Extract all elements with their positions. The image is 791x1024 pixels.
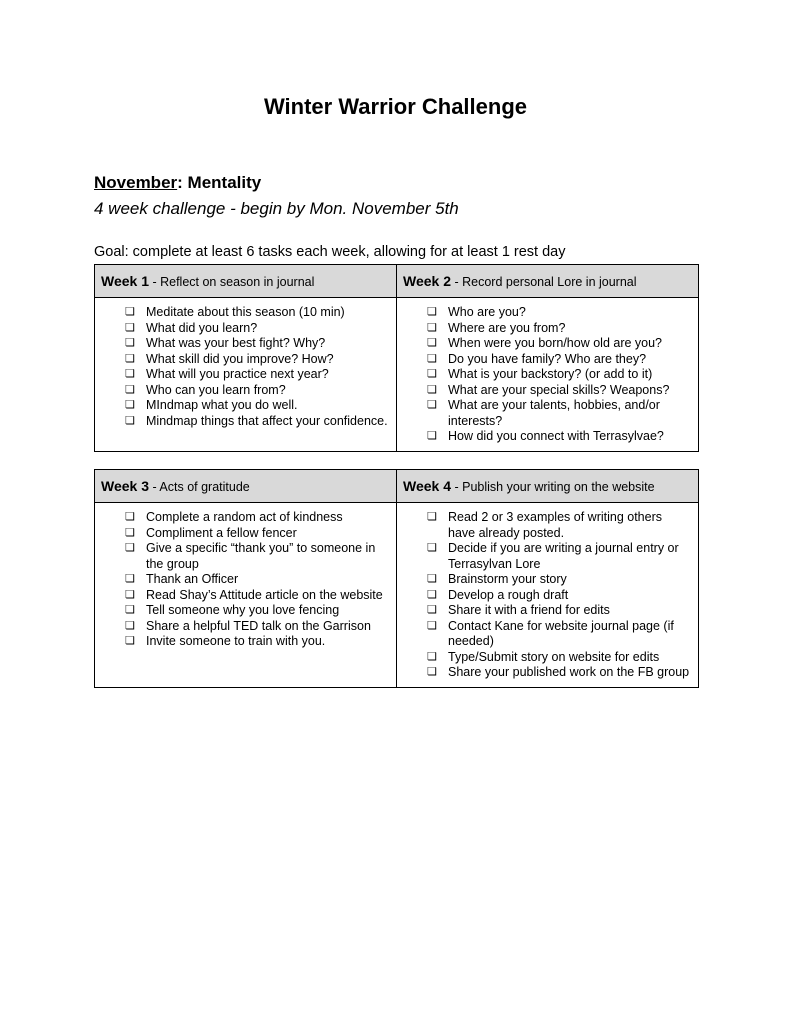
task-item: [125, 510, 388, 526]
weeks-table-top: [94, 264, 699, 452]
checkbox-icon[interactable]: ❏: [427, 619, 437, 632]
task-text: What are your special skills? Weapons?: [448, 382, 670, 397]
checkbox-icon[interactable]: ❏: [427, 650, 437, 663]
task-item: [427, 650, 690, 666]
task-item: [125, 414, 388, 430]
task-text: What will you practice next year?: [146, 367, 329, 381]
task-item: [427, 352, 690, 368]
task-text: When were you born/how old are you?: [448, 336, 663, 350]
week-header: [397, 470, 699, 503]
checkbox-icon[interactable]: ❏: [125, 511, 135, 523]
task-text: How did you connect with Terrasylvae?: [448, 429, 664, 443]
checkbox-icon[interactable]: ❏: [427, 430, 437, 442]
challenge-subtitle: 4 week challenge - begin by Mon. November 5th: [94, 199, 459, 218]
task-text: Where are you from?: [448, 320, 566, 335]
checkbox-icon[interactable]: ❏: [427, 573, 437, 585]
task-text: Mindmap things that affect your confidence.: [146, 413, 388, 428]
task-text: Decide if you are writing a journal entry or Terrasylvan Lore: [448, 541, 679, 571]
week-task-cell: [95, 298, 397, 452]
week-label: Week 2: [403, 273, 451, 289]
checkbox-icon[interactable]: ❏: [125, 573, 135, 585]
goal-statement: Goal: complete at least 6 tasks each week, allowing for at least 1 rest day: [94, 244, 566, 260]
task-text: Invite someone to train with you.: [146, 634, 326, 648]
task-item: [427, 398, 690, 429]
checkbox-icon[interactable]: ❏: [125, 635, 135, 647]
checkbox-icon[interactable]: ❏: [427, 383, 437, 396]
task-text: Develop a rough draft: [448, 587, 569, 602]
checkbox-icon[interactable]: ❏: [125, 604, 135, 616]
task-item: [427, 588, 690, 604]
week-task-cell: [397, 298, 699, 452]
task-item: [125, 603, 388, 619]
task-item: [125, 367, 388, 383]
checkbox-icon[interactable]: ❏: [125, 352, 135, 365]
week-header: [397, 265, 699, 298]
task-item: [427, 367, 690, 383]
task-item: [125, 336, 388, 352]
week-description: - Acts of gratitude: [149, 480, 250, 494]
task-text: Tell someone why you love fencing: [146, 603, 340, 617]
checkbox-icon[interactable]: ❏: [427, 368, 437, 380]
task-text: What are your talents, hobbies, and/or interests?: [448, 398, 660, 428]
task-list: [125, 510, 388, 650]
task-item: [125, 634, 388, 650]
task-item: [427, 321, 690, 337]
checkbox-icon[interactable]: ❏: [427, 511, 437, 523]
task-text: Type/Submit story on website for edits: [448, 649, 660, 664]
week-header: [95, 265, 397, 298]
checkbox-icon[interactable]: ❏: [427, 321, 437, 334]
task-item: [427, 429, 690, 445]
week-header: [95, 470, 397, 503]
checkbox-icon[interactable]: ❏: [427, 399, 437, 411]
task-text: Give a specific “thank you” to someone in the group: [146, 541, 376, 571]
task-text: What was your best fight? Why?: [146, 336, 326, 350]
task-item: [125, 383, 388, 399]
week-description: - Reflect on season in journal: [149, 275, 315, 289]
week-label: Week 1: [101, 273, 149, 289]
checkbox-icon[interactable]: ❏: [125, 588, 135, 601]
task-item: [125, 321, 388, 337]
task-text: Share it with a friend for edits: [448, 603, 610, 617]
checkbox-icon[interactable]: ❏: [427, 542, 437, 554]
task-text: Who can you learn from?: [146, 382, 286, 397]
checkbox-icon[interactable]: ❏: [125, 383, 135, 396]
task-text: Share a helpful TED talk on the Garrison: [146, 618, 371, 633]
task-text: Contact Kane for website journal page (if needed): [448, 618, 674, 648]
task-text: MIndmap what you do well.: [146, 398, 298, 412]
task-item: [427, 541, 690, 572]
task-item: [125, 541, 388, 572]
week-description: - Publish your writing on the website: [451, 480, 655, 494]
task-text: Read 2 or 3 examples of writing others have already posted.: [448, 510, 662, 540]
checkbox-icon[interactable]: ❏: [427, 352, 437, 365]
checkbox-icon[interactable]: ❏: [125, 619, 135, 632]
task-item: [427, 619, 690, 650]
checkbox-icon[interactable]: ❏: [125, 306, 135, 318]
month-name: November: [94, 173, 178, 192]
task-item: [125, 619, 388, 635]
month-heading: [94, 172, 261, 194]
task-item: [125, 305, 388, 321]
task-list: [427, 305, 690, 445]
task-list: [125, 305, 388, 429]
checkbox-icon[interactable]: ❏: [427, 337, 437, 349]
task-item: [125, 352, 388, 368]
task-text: What skill did you improve? How?: [146, 351, 334, 366]
checkbox-icon[interactable]: ❏: [125, 321, 135, 334]
task-text: Read Shay’s Attitude article on the website: [146, 587, 383, 602]
checkbox-icon[interactable]: ❏: [427, 604, 437, 616]
task-item: [427, 603, 690, 619]
week-task-cell: [95, 503, 397, 688]
task-item: [125, 588, 388, 604]
task-item: [427, 510, 690, 541]
week-label: Week 4: [403, 478, 451, 494]
checkbox-icon[interactable]: ❏: [427, 666, 437, 678]
month-theme: Mentality: [187, 173, 262, 192]
task-text: Do you have family? Who are they?: [448, 351, 647, 366]
task-text: Meditate about this season (10 min): [146, 305, 345, 319]
task-item: [427, 336, 690, 352]
task-text: Brainstorm your story: [448, 572, 567, 586]
document-title: Winter Warrior Challenge: [263, 94, 528, 119]
task-item: [427, 383, 690, 399]
checkbox-icon[interactable]: ❏: [125, 414, 135, 427]
week-description: - Record personal Lore in journal: [451, 275, 637, 289]
month-separator: :: [177, 173, 183, 192]
task-item: [427, 305, 690, 321]
week-task-cell: [397, 503, 699, 688]
checkbox-icon[interactable]: ❏: [125, 368, 135, 380]
task-item: [427, 572, 690, 588]
task-item: [125, 398, 388, 414]
checkbox-icon[interactable]: ❏: [125, 399, 135, 411]
task-item: [125, 572, 388, 588]
task-item: [125, 526, 388, 542]
task-item: [427, 665, 690, 681]
checkbox-icon[interactable]: ❏: [427, 588, 437, 601]
task-text: Share your published work on the FB group: [448, 665, 690, 679]
weeks-table-bottom: [94, 469, 699, 688]
task-text: Who are you?: [448, 305, 526, 319]
task-text: What is your backstory? (or add to it): [448, 367, 653, 381]
checkbox-icon[interactable]: ❏: [427, 306, 437, 318]
task-list: [427, 510, 690, 681]
task-text: Complete a random act of kindness: [146, 510, 343, 524]
checkbox-icon[interactable]: ❏: [125, 337, 135, 349]
checkbox-icon[interactable]: ❏: [125, 542, 135, 554]
task-text: Thank an Officer: [146, 572, 239, 586]
task-text: Compliment a fellow fencer: [146, 525, 297, 540]
week-label: Week 3: [101, 478, 149, 494]
task-text: What did you learn?: [146, 320, 258, 335]
checkbox-icon[interactable]: ❏: [125, 526, 135, 539]
